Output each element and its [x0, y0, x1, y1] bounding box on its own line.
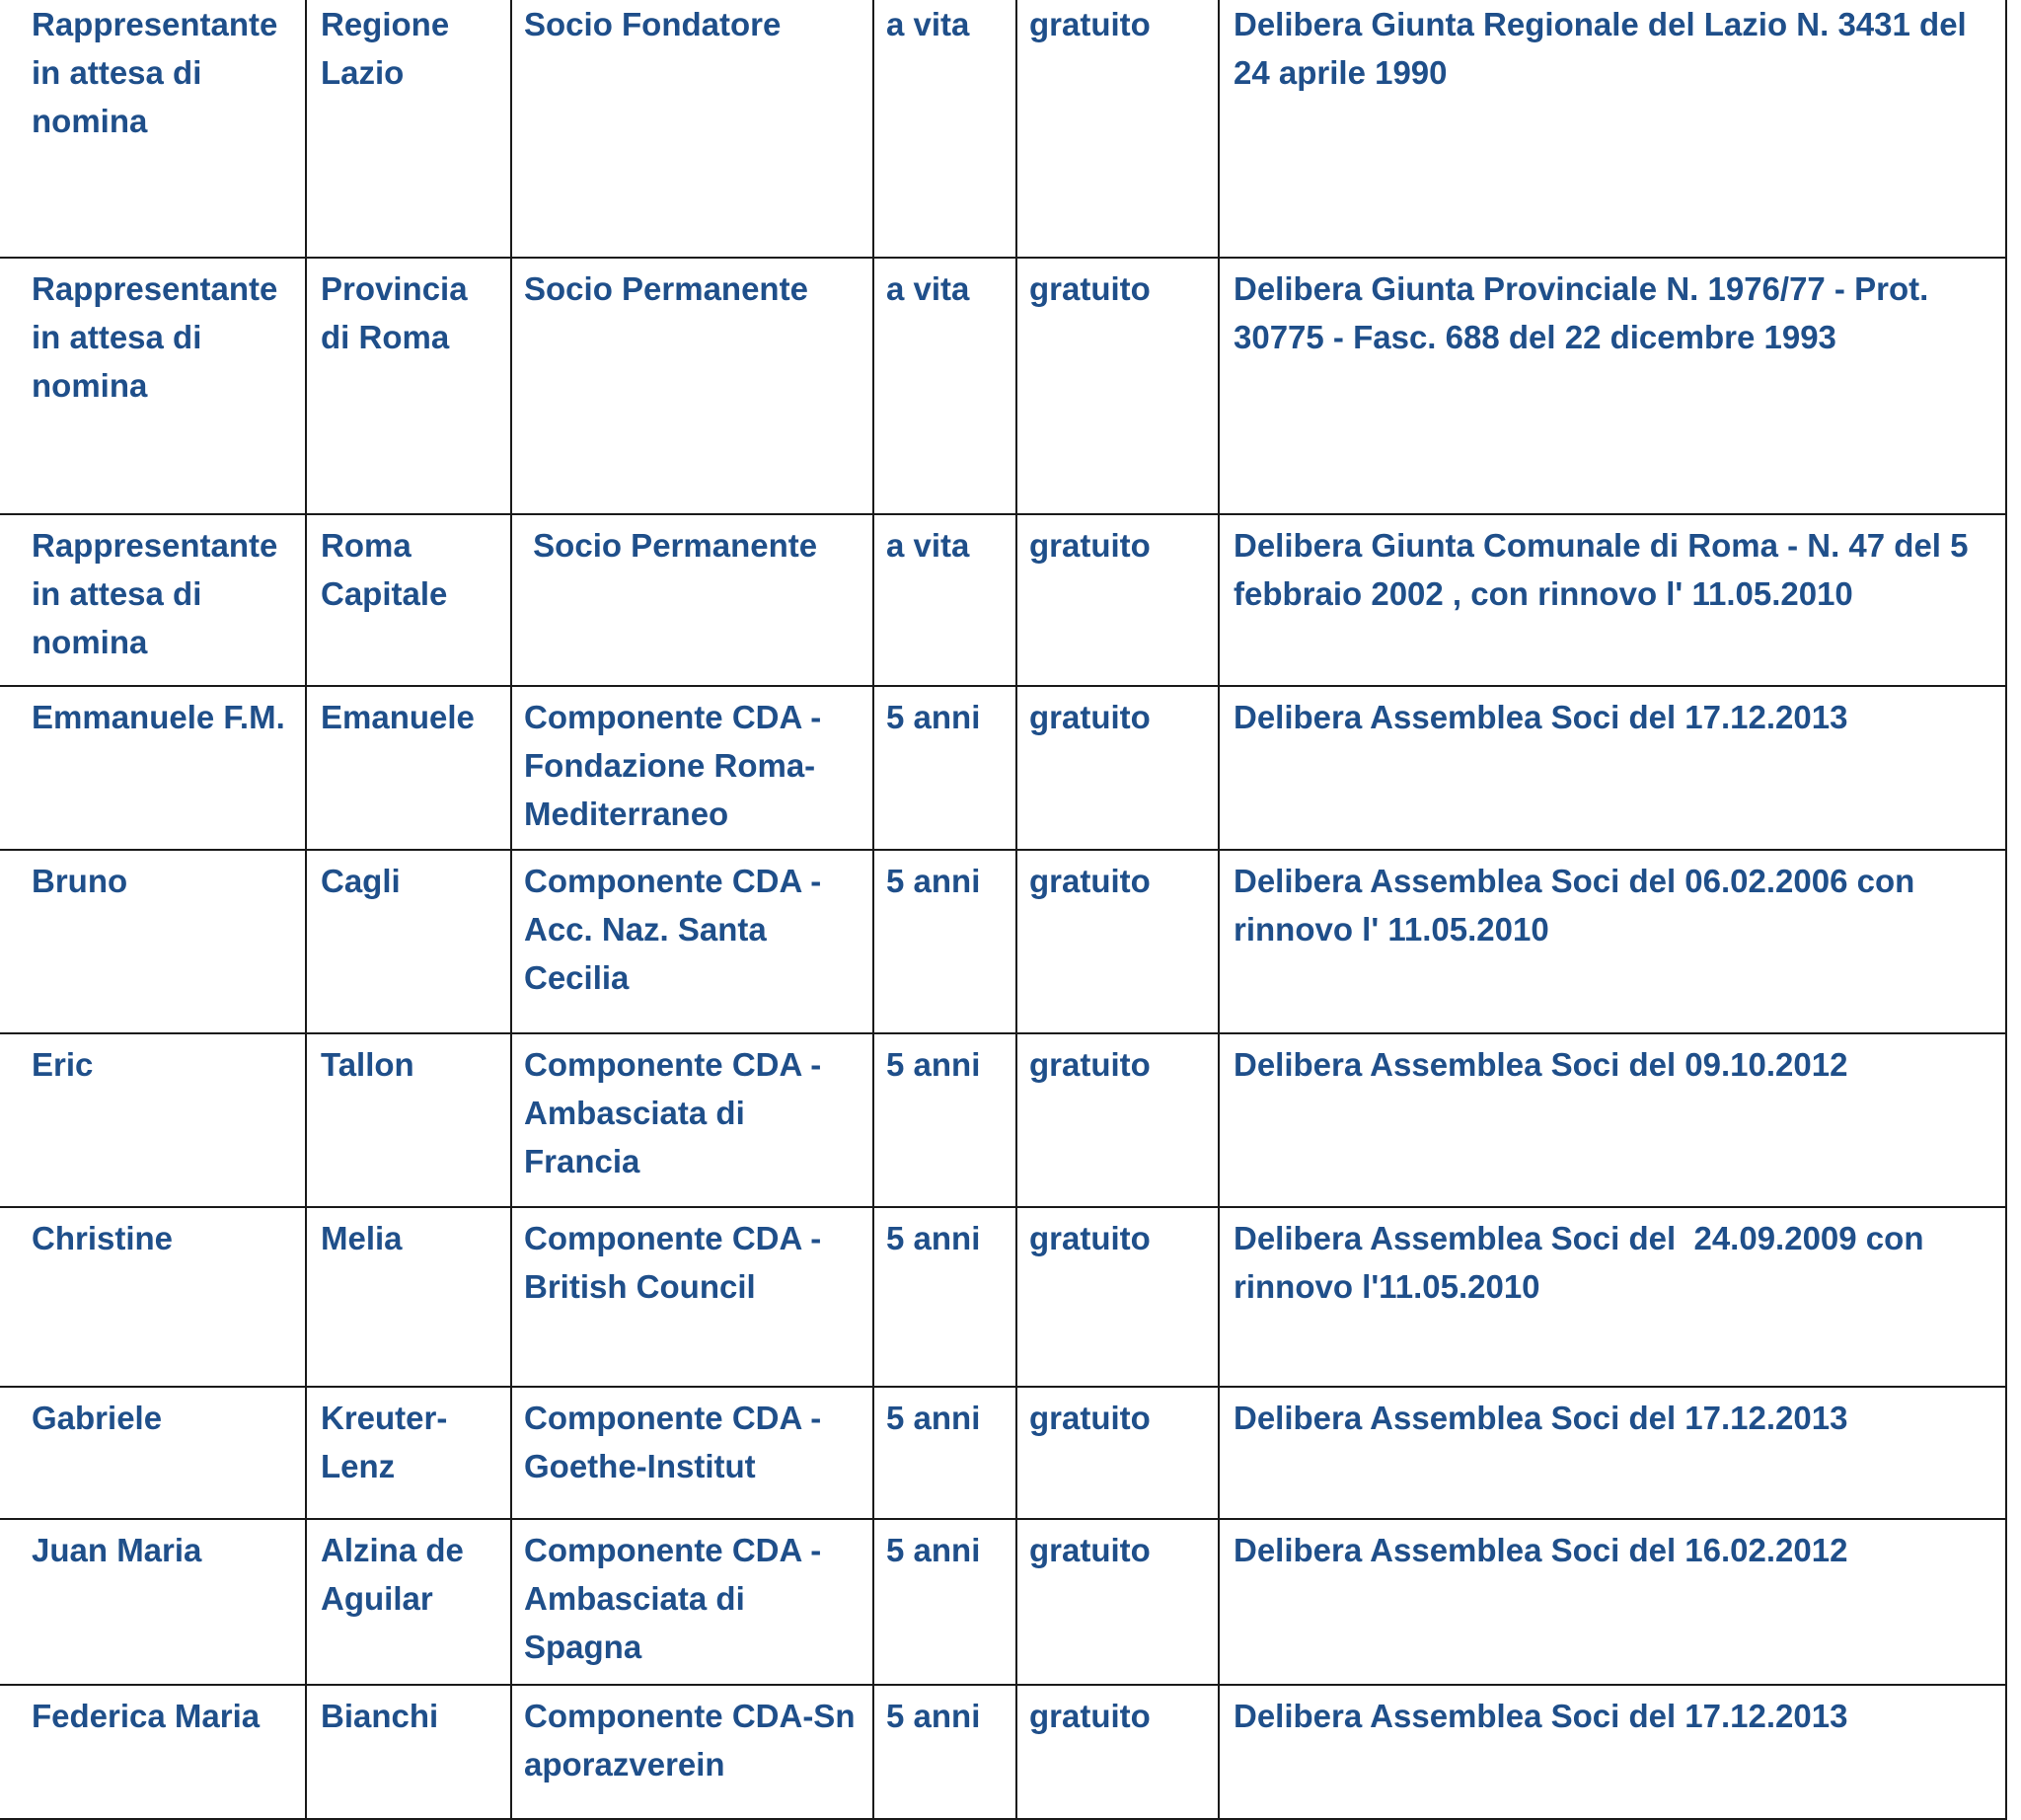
compenso-text: gratuito — [1029, 1698, 1151, 1734]
cell-nome — [0, 1033, 306, 1207]
ruolo-text: Componente CDA - Ambasciata di Francia — [524, 1046, 822, 1179]
cell-ente — [306, 1207, 511, 1387]
cell-ruolo — [511, 850, 873, 1033]
durata-text: 5 anni — [886, 1046, 981, 1083]
durata-text: 5 anni — [886, 1400, 981, 1436]
table-row — [0, 1519, 2006, 1685]
ruolo-text: Socio Permanente — [524, 527, 818, 564]
cell-ruolo — [511, 0, 873, 258]
durata-text: 5 anni — [886, 1220, 981, 1256]
cell-atto — [1219, 1387, 2006, 1519]
ruolo-text: Componente CDA - Fondazione Roma-Mediterraneo — [524, 699, 822, 832]
compenso-text: gratuito — [1029, 1046, 1151, 1083]
atto-text: Delibera Assemblea Soci del 17.12.2013 — [1234, 699, 1848, 735]
cell-compenso — [1016, 1685, 1219, 1819]
cell-nome — [0, 850, 306, 1033]
table-row — [0, 1207, 2006, 1387]
cell-compenso — [1016, 514, 1219, 686]
cell-ente — [306, 850, 511, 1033]
cell-durata — [873, 1387, 1016, 1519]
nome-text: Federica Maria — [32, 1698, 261, 1734]
cell-durata — [873, 1207, 1016, 1387]
cell-nome — [0, 258, 306, 514]
cell-compenso — [1016, 850, 1219, 1033]
nome-text: Eric — [32, 1046, 94, 1083]
compenso-text: gratuito — [1029, 6, 1151, 42]
table-row — [0, 1387, 2006, 1519]
cell-ruolo — [511, 1387, 873, 1519]
ente-text: Cagli — [321, 863, 401, 899]
ruolo-text: Componente CDA - British Council — [524, 1220, 822, 1305]
cell-ruolo — [511, 686, 873, 850]
cell-ruolo — [511, 514, 873, 686]
ruolo-text: Componente CDA - Goethe-Institut — [524, 1400, 822, 1484]
cell-nome — [0, 686, 306, 850]
cell-ruolo — [511, 1033, 873, 1207]
durata-text: 5 anni — [886, 1532, 981, 1568]
cell-nome — [0, 1207, 306, 1387]
atto-text: Delibera Assemblea Soci del 24.09.2009 con rinnovo l'11.05.2010 — [1234, 1220, 1933, 1305]
cell-nome — [0, 1519, 306, 1685]
ente-text: Emanuele — [321, 699, 475, 735]
ruolo-text: Componente CDA - Acc. Naz. Santa Cecilia — [524, 863, 822, 996]
cell-ente — [306, 1519, 511, 1685]
cell-durata — [873, 0, 1016, 258]
atto-text: Delibera Assemblea Soci del 17.12.2013 — [1234, 1400, 1848, 1436]
ente-text: Roma Capitale — [321, 527, 448, 612]
cell-ente — [306, 0, 511, 258]
compenso-text: gratuito — [1029, 527, 1151, 564]
cell-atto — [1219, 1519, 2006, 1685]
atto-text: Delibera Assemblea Soci del 09.10.2012 — [1234, 1046, 1848, 1083]
cell-nome — [0, 1685, 306, 1819]
cell-durata — [873, 1685, 1016, 1819]
ruolo-text: Socio Fondatore — [524, 6, 782, 42]
cell-atto — [1219, 1207, 2006, 1387]
cell-ente — [306, 1685, 511, 1819]
nome-text: Juan Maria — [32, 1532, 202, 1568]
cell-compenso — [1016, 1387, 1219, 1519]
table-row — [0, 850, 2006, 1033]
durata-text: 5 anni — [886, 863, 981, 899]
table-row — [0, 514, 2006, 686]
atto-text: Delibera Assemblea Soci del 16.02.2012 — [1234, 1532, 1848, 1568]
cell-ente — [306, 258, 511, 514]
table-row — [0, 0, 2006, 258]
cell-atto — [1219, 1685, 2006, 1819]
ente-text: Bianchi — [321, 1698, 439, 1734]
ente-text: Melia — [321, 1220, 403, 1256]
cell-durata — [873, 1519, 1016, 1685]
durata-text: a vita — [886, 6, 970, 42]
cell-ente — [306, 1387, 511, 1519]
ruolo-text: Componente CDA - Ambasciata di Spagna — [524, 1532, 822, 1665]
cell-nome — [0, 514, 306, 686]
ente-text: Alzina de Aguilar — [321, 1532, 464, 1617]
cell-compenso — [1016, 258, 1219, 514]
compenso-text: gratuito — [1029, 1532, 1151, 1568]
cell-durata — [873, 1033, 1016, 1207]
cell-compenso — [1016, 1519, 1219, 1685]
cell-atto — [1219, 686, 2006, 850]
ruolo-text: Socio Permanente — [524, 270, 808, 307]
atto-text: Delibera Assemblea Soci del 06.02.2006 con rinnovo l' 11.05.2010 — [1234, 863, 1915, 948]
cell-atto — [1219, 258, 2006, 514]
cell-durata — [873, 258, 1016, 514]
cell-nome — [0, 0, 306, 258]
atto-text: Delibera Giunta Regionale del Lazio N. 3431 del 24 aprile 1990 — [1234, 6, 1967, 91]
durata-text: a vita — [886, 527, 970, 564]
compenso-text: gratuito — [1029, 863, 1151, 899]
table-row — [0, 1033, 2006, 1207]
atto-text: Delibera Assemblea Soci del 17.12.2013 — [1234, 1698, 1848, 1734]
cell-nome — [0, 1387, 306, 1519]
cell-durata — [873, 686, 1016, 850]
durata-text: a vita — [886, 270, 970, 307]
cell-compenso — [1016, 0, 1219, 258]
compenso-text: gratuito — [1029, 270, 1151, 307]
cell-compenso — [1016, 1033, 1219, 1207]
table-row — [0, 686, 2006, 850]
compenso-text: gratuito — [1029, 1400, 1151, 1436]
nome-text: Gabriele — [32, 1400, 163, 1436]
cell-ruolo — [511, 1519, 873, 1685]
cell-atto — [1219, 514, 2006, 686]
ente-text: Kreuter-Lenz — [321, 1400, 448, 1484]
cell-durata — [873, 514, 1016, 686]
nome-text: Christine — [32, 1220, 174, 1256]
nome-text: Rappresentante in attesa di nomina — [32, 270, 278, 404]
cell-ente — [306, 1033, 511, 1207]
nome-text: Rappresentante in attesa di nomina — [32, 6, 278, 139]
compenso-text: gratuito — [1029, 699, 1151, 735]
cell-ruolo — [511, 1685, 873, 1819]
atto-text: Delibera Giunta Comunale di Roma - N. 47 del 5 febbraio 2002 , con rinnovo l' 11.05.2010 — [1234, 527, 1969, 612]
compenso-text: gratuito — [1029, 1220, 1151, 1256]
table-row — [0, 258, 2006, 514]
cell-ente — [306, 514, 511, 686]
cell-ente — [306, 686, 511, 850]
nome-text: Emmanuele F.M. — [32, 699, 285, 735]
ente-text: Provincia di Roma — [321, 270, 468, 355]
cell-atto — [1219, 1033, 2006, 1207]
cell-compenso — [1016, 686, 1219, 850]
atto-text: Delibera Giunta Provinciale N. 1976/77 - Prot. 30775 - Fasc. 688 del 22 dicembre 1993 — [1234, 270, 1929, 355]
nome-text: Bruno — [32, 863, 128, 899]
durata-text: 5 anni — [886, 699, 981, 735]
cell-durata — [873, 850, 1016, 1033]
cell-ruolo — [511, 258, 873, 514]
nome-text: Rappresentante in attesa di nomina — [32, 527, 278, 660]
cell-atto — [1219, 0, 2006, 258]
cell-compenso — [1016, 1207, 1219, 1387]
ente-text: Tallon — [321, 1046, 414, 1083]
table-row — [0, 1685, 2006, 1819]
cell-ruolo — [511, 1207, 873, 1387]
durata-text: 5 anni — [886, 1698, 981, 1734]
ente-text: Regione Lazio — [321, 6, 450, 91]
cell-atto — [1219, 850, 2006, 1033]
ruolo-text: Componente CDA-Snaporazverein — [524, 1698, 856, 1782]
